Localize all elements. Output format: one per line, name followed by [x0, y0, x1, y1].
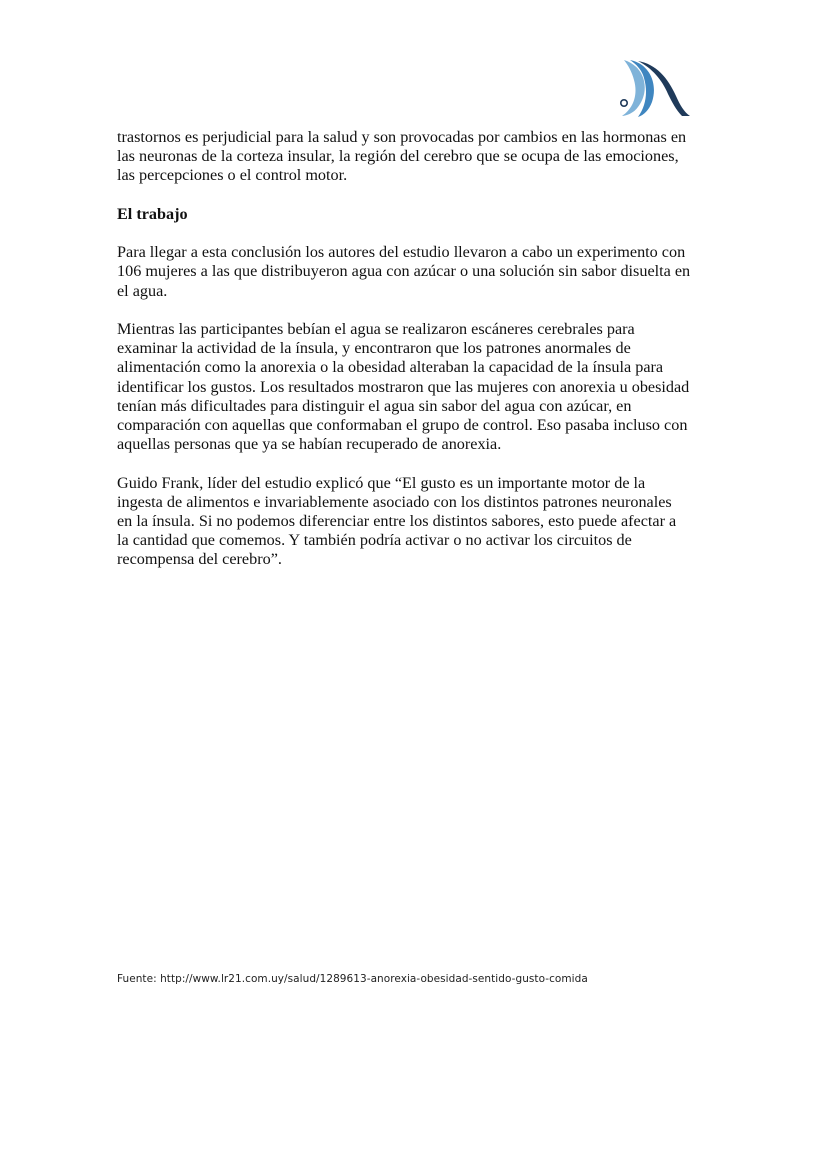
paragraph-2: Para llegar a esta conclusión los autores del estudio llevaron a cabo un experimento con 106 mujeres a las que distribuyeron agua con azúcar o una solución sin sabor disuelta en el agua.: [117, 243, 691, 300]
paragraph-4: Guido Frank, líder del estudio explicó que “El gusto es un importante motor de la ingesta de alimentos e invariablemente asociado con los distintos patrones neuronales en la ínsula. Si no podemos diferenciar entre los distintos sabores, esto puede afectar a la cantidad que comemos. Y también podría activar o no activar los circuitos de recompensa del cerebro”.: [117, 473, 677, 569]
article-body: [117, 128, 717, 589]
source-footer: Fuente: http://www.lr21.com.uy/salud/1289613-anorexia-obesidad-sentido-gusto-comida: [117, 973, 588, 985]
paragraph-1: trastornos es perjudicial para la salud y son provocadas por cambios en las hormonas en las neuronas de la corteza insular, la región del cerebro que se ocupa de las emociones, las percepciones o el control motor.: [117, 128, 687, 185]
paragraph-3: Mientras las participantes bebían el agua se realizaron escáneres cerebrales para examinar la actividad de la ínsula, y encontraron que los patrones anormales de alimentación como la anorexia o la obesidad alteraban la capacidad de la ínsula para identificar los gustos. Los resultados mostraron que las mujeres con anorexia u obesidad tenían más dificultades para distinguir el agua sin sabor del agua con azúcar, en comparación con aquellas que conformaban el grupo de control. Eso pasaba incluso con aquellas personas que ya se habían recuperado de anorexia.: [117, 319, 690, 454]
section-heading: El trabajo: [117, 204, 188, 223]
crescent-logo-icon: [616, 58, 692, 120]
